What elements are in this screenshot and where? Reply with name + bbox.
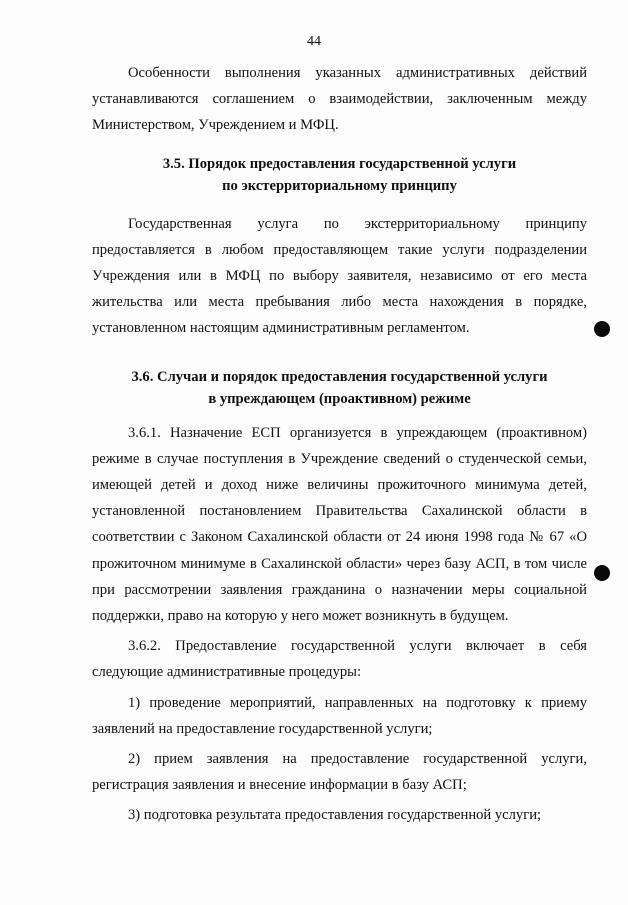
- section-3-5-paragraph: Государственная услуга по экстерриториальному принципу предоставляется в любом предоставляющем такие услуги подразделении Учреждения или в МФЦ по выбору заявителя, независимо от его места жительства или места пребывания либо места нахождения в порядке, установленном настоящим административным регламентом.: [92, 215, 587, 337]
- procedure-item-1: 1) проведение мероприятий, направленных на подготовку к приему заявлений на предоставление государственной услуги;: [92, 694, 587, 737]
- procedure-item-3: 3) подготовка результата предоставления государственной услуги;: [128, 807, 542, 824]
- section-3-6-heading-line-1: 3.6. Случаи и порядок предоставления государственной услуги: [131, 368, 548, 385]
- document-body: [92, 60, 587, 829]
- section-3-6-heading: [92, 366, 587, 410]
- punch-hole-mark: [594, 321, 610, 337]
- intro-paragraph: Особенности выполнения указанных административных действий устанавливаются соглашением о взаимодействии, заключенным между Министерством, Учреждением и МФЦ.: [92, 65, 587, 134]
- section-3-6-heading-line-2: в упреждающем (проактивном) режиме: [208, 390, 471, 407]
- procedure-item-2: 2) прием заявления на предоставление государственной услуги, регистрация заявления и внесение информации в базу АСП;: [92, 751, 587, 794]
- section-3-5-heading-line-1: 3.5. Порядок предоставления государственной услуги: [162, 155, 517, 172]
- paragraph-3-6-2: 3.6.2. Предоставление государственной услуги включает в себя следующие административные процедуры:: [92, 638, 587, 681]
- paragraph-3-6-1: 3.6.1. Назначение ЕСП организуется в упреждающем (проактивном) режиме в случае поступления в Учреждение сведений о студенческой семьи, имеющей детей и доход ниже величины прожиточного минимума детей, установленной постановлением Правительства Сахалинской области в соответствии с Законом Сахалинской области от 24 июня 1998 года № 67 «О прожиточном минимуме в Сахалинской области» через базу АСП, в том числе при рассмотрении заявления гражданина о назначении меры социальной поддержки, право на которую у него может возникнуть в будущем.: [92, 424, 587, 625]
- section-3-5-heading-line-2: по экстерриториальному принципу: [222, 177, 457, 194]
- section-3-5-heading: [92, 153, 587, 197]
- page-number: 44: [307, 34, 321, 49]
- punch-hole-mark: [594, 565, 610, 581]
